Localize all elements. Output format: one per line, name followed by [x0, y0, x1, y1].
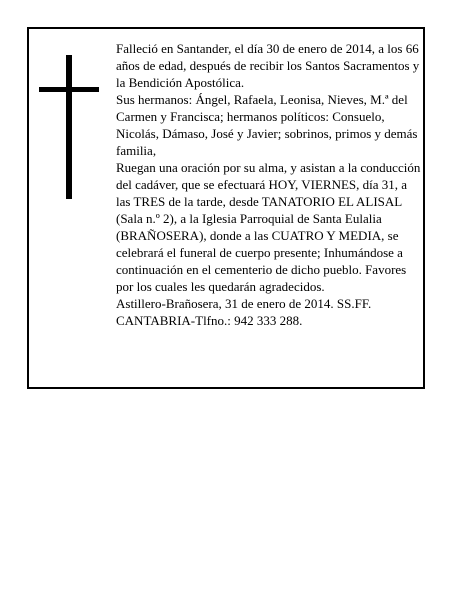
contact-line: CANTABRIA-Tlfno.: 942 333 288.	[116, 313, 303, 328]
cross-icon	[39, 55, 99, 199]
place-date-line: Astillero-Brañosera, 31 de enero de 2014. SS.FF.	[116, 296, 372, 311]
funeral-details: Ruegan una oración por su alma, y asistan a la conducción del cadáver, que se efectuará HOY, VIERNES, día 31, a las TRES de la tarde, desde TANATORIO EL ALISAL (Sala n.º 2), a la Iglesia Parroquial de Santa Eulalia (BRAÑOSERA), donde a las CUATRO Y MEDIA, se celebrará el funeral de cuerpo presente; Inhumándose a continuación en el cementerio de dicho pueblo. Favores por los cuales les quedarán agradecidos.	[116, 160, 421, 294]
cross-vertical-bar	[66, 55, 72, 199]
death-announcement: Falleció en Santander, el día 30 de enero de 2014, a los 66 años de edad, después de recibir los Santos Sacramentos y la Bendición Apostólica.	[116, 41, 420, 90]
family-list: Sus hermanos: Ángel, Rafaela, Leonisa, Nieves, M.ª del Carmen y Francisca; hermanos políticos: Consuelo, Nicolás, Dámaso, José y Javier; sobrinos, primos y demás familia,	[116, 92, 418, 158]
cross-horizontal-bar	[39, 87, 99, 92]
obituary-notice	[27, 27, 425, 389]
notice-text	[116, 40, 421, 329]
